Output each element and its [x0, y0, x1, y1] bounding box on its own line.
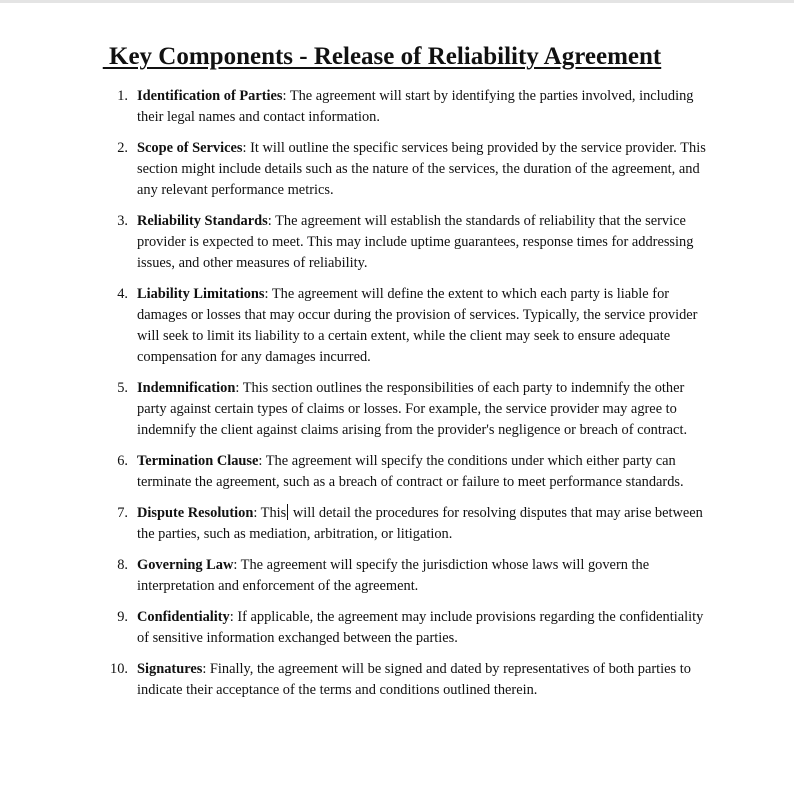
list-item-term: Scope of Services: [137, 140, 243, 156]
list-item-term: Indemnification: [137, 380, 236, 396]
list-item-number: 7.: [117, 505, 128, 521]
list-item-text: : If applicable, the agreement may include provisions regarding the confidentiality of sensitive information exchanged between the parties.: [137, 609, 704, 646]
list-item-termination-clause: [0, 451, 712, 493]
list-item-liability-limitations: [0, 284, 712, 368]
list-item-indemnification: [0, 378, 712, 441]
list-item-reliability-standards: [0, 211, 712, 274]
list-item-signatures: [0, 659, 712, 701]
list-item-term: Governing Law: [137, 557, 234, 573]
list-item-text-before-caret: : This: [253, 505, 287, 521]
list-item-text: : It will outline the specific services being provided by the service provider. This section might include details such as the nature of the services, the duration of the agreement, and any relevant performance metrics.: [137, 140, 706, 198]
list-item-text: : Finally, the agreement will be signed and dated by representatives of both parties to indicate their acceptance of the terms and conditions outlined therein.: [137, 661, 691, 698]
list-item-dispute-resolution: [0, 503, 712, 545]
list-item-term: Dispute Resolution: [137, 505, 254, 521]
list-item-number: 1.: [117, 88, 128, 104]
list-item-confidentiality: [0, 607, 712, 649]
list-item-number: 8.: [117, 557, 128, 573]
list-item-number: 4.: [117, 286, 128, 302]
list-item-text: : The agreement will specify the jurisdiction whose laws will govern the interpretation and enforcement of the agreement.: [137, 557, 650, 594]
list-item-scope-of-services: [0, 138, 712, 201]
list-item-number: 9.: [117, 609, 128, 625]
list-item-term: Signatures: [137, 661, 203, 677]
list-item-term: Reliability Standards: [137, 213, 268, 229]
list-item-term: Termination Clause: [137, 453, 259, 469]
components-list: [0, 86, 794, 711]
list-item-identification-of-parties: [0, 86, 712, 128]
list-item-text: : The agreement will specify the conditions under which either party can terminate the agreement, such as a breach of contract or failure to meet performance standards.: [137, 453, 684, 490]
list-item-text: : The agreement will define the extent to which each party is liable for damages or losses that may occur during the provision of services. Typically, the service provider will seek to limit its liability to a certain extent, while the client may seek to ensure adequate compensation for any damages incurred.: [137, 286, 698, 365]
list-item-number: 10.: [110, 661, 128, 677]
list-item-governing-law: [0, 555, 712, 597]
list-item-text: : The agreement will start by identifying the parties involved, including their legal names and contact information.: [137, 88, 694, 125]
list-item-number: 6.: [117, 453, 128, 469]
page-top-divider: [0, 0, 794, 3]
list-item-number: 2.: [117, 140, 128, 156]
list-item-number: 3.: [117, 213, 128, 229]
list-item-text-after-caret: will detail the procedures for resolving disputes that may arise between the parties, such as mediation, arbitration, or litigation.: [137, 505, 703, 542]
list-item-number: 5.: [117, 380, 128, 396]
list-item-term: Confidentiality: [137, 609, 230, 625]
list-item-text: : The agreement will establish the standards of reliability that the service provider is expected to meet. This may include uptime guarantees, response times for addressing issues, and other measures of reliability.: [137, 213, 694, 271]
document-title: Key Components - Release of Reliability Agreement: [102, 43, 662, 70]
list-item-term: Liability Limitations: [137, 286, 265, 302]
list-item-term: Identification of Parties: [137, 88, 283, 104]
list-item-text: : This section outlines the responsibilities of each party to indemnify the other party against certain types of claims or losses. For example, the service provider may agree to indemnify the client against claims arising from the provider's negligence or breach of contract.: [137, 380, 688, 438]
